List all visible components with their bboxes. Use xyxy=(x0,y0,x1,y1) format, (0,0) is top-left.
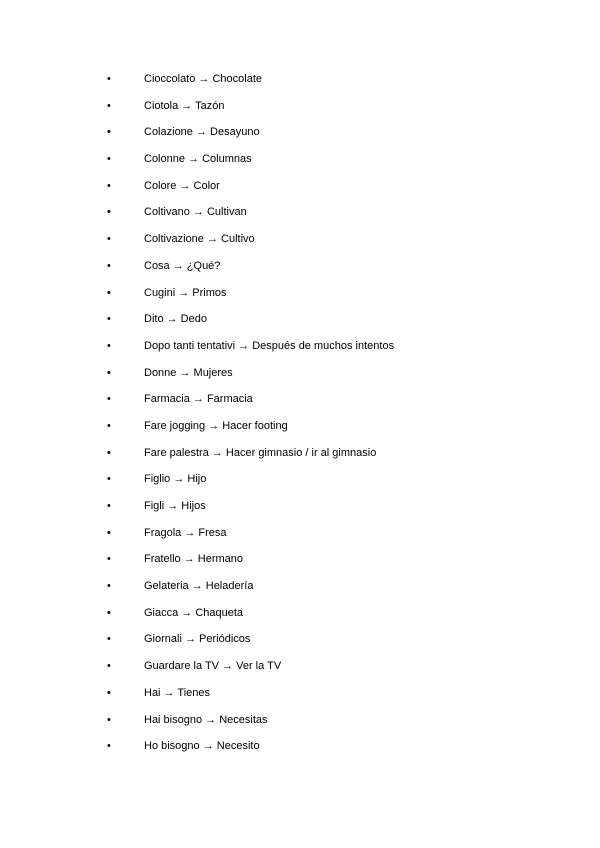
bullet-icon: • xyxy=(107,126,111,139)
bullet-icon: • xyxy=(107,366,111,379)
bullet-icon: • xyxy=(107,500,111,512)
bullet-icon: • xyxy=(107,606,111,619)
vocabulary-entry: Fare palestra → Hacer gimnasio / ir al gimnasio xyxy=(144,446,377,459)
vocabulary-entry: Guardare la TV → Ver la TV xyxy=(144,660,282,673)
vocabulary-entry: Coltivazione → Cultivo xyxy=(144,233,255,246)
bullet-icon: • xyxy=(107,153,111,166)
vocabulary-entry: Figlio → Hijo xyxy=(144,473,207,486)
vocabulary-entry: Colore → Color xyxy=(144,179,220,192)
bullet-icon: • xyxy=(107,313,111,326)
vocabulary-entry: Cioccolato → Chocolate xyxy=(144,73,263,85)
bullet-icon: • xyxy=(107,206,111,219)
bullet-icon: • xyxy=(107,419,111,432)
vocabulary-entry: Colazione → Desayuno xyxy=(144,126,260,139)
bullet-icon: • xyxy=(107,286,111,299)
bullet-icon: • xyxy=(107,740,111,753)
bullet-icon: • xyxy=(107,580,111,593)
vocabulary-entry: Giornali → Periódicos xyxy=(144,633,251,646)
vocabulary-entry: Hai → Tienes xyxy=(144,686,211,699)
bullet-icon: • xyxy=(107,553,111,566)
vocabulary-entry: Hai bisogno → Necesitas xyxy=(144,713,268,726)
vocabulary-entry: Coltivano → Cultivan xyxy=(144,206,247,219)
bullet-icon: • xyxy=(107,233,111,246)
vocabulary-entry: Dopo tanti tentativi → Después de muchos intentos xyxy=(144,339,395,352)
bullet-icon: • xyxy=(107,99,111,112)
vocabulary-entry: Gelateria → Heladería xyxy=(144,580,254,593)
bullet-icon: • xyxy=(107,660,111,673)
bullet-icon: • xyxy=(107,446,111,459)
bullet-icon: • xyxy=(107,73,111,85)
vocabulary-entry: Fragola → Fresa xyxy=(144,526,227,539)
vocabulary-entry: Giacca → Chaqueta xyxy=(144,606,244,619)
vocabulary-entry: Cosa → ¿Qué? xyxy=(144,259,221,272)
vocabulary-entry: Cugini → Primos xyxy=(144,286,227,299)
bullet-icon: • xyxy=(107,393,111,406)
bullet-icon: • xyxy=(107,713,111,726)
vocabulary-entry: Ho bisogno → Necesito xyxy=(144,740,260,753)
vocabulary-entry: Colonne → Columnas xyxy=(144,153,252,166)
bullet-icon: • xyxy=(107,633,111,646)
vocabulary-entry: Donne → Mujeres xyxy=(144,366,233,379)
bullet-icon: • xyxy=(107,259,111,272)
vocabulary-entry: Ciotola → Tazón xyxy=(144,99,225,112)
vocabulary-entry: Fratello → Hermano xyxy=(144,553,244,566)
bullet-icon: • xyxy=(107,526,111,539)
vocabulary-entry: Dito → Dedo xyxy=(144,313,207,326)
bullet-icon: • xyxy=(107,686,111,699)
vocabulary-entry: Farmacia → Farmacia xyxy=(144,393,253,406)
vocabulary-entry: Figli → Hijos xyxy=(144,500,206,512)
bullet-icon: • xyxy=(107,473,111,486)
bullet-icon: • xyxy=(107,339,111,352)
bullet-icon: • xyxy=(107,179,111,192)
vocabulary-entry: Fare jogging → Hacer footing xyxy=(144,419,288,432)
